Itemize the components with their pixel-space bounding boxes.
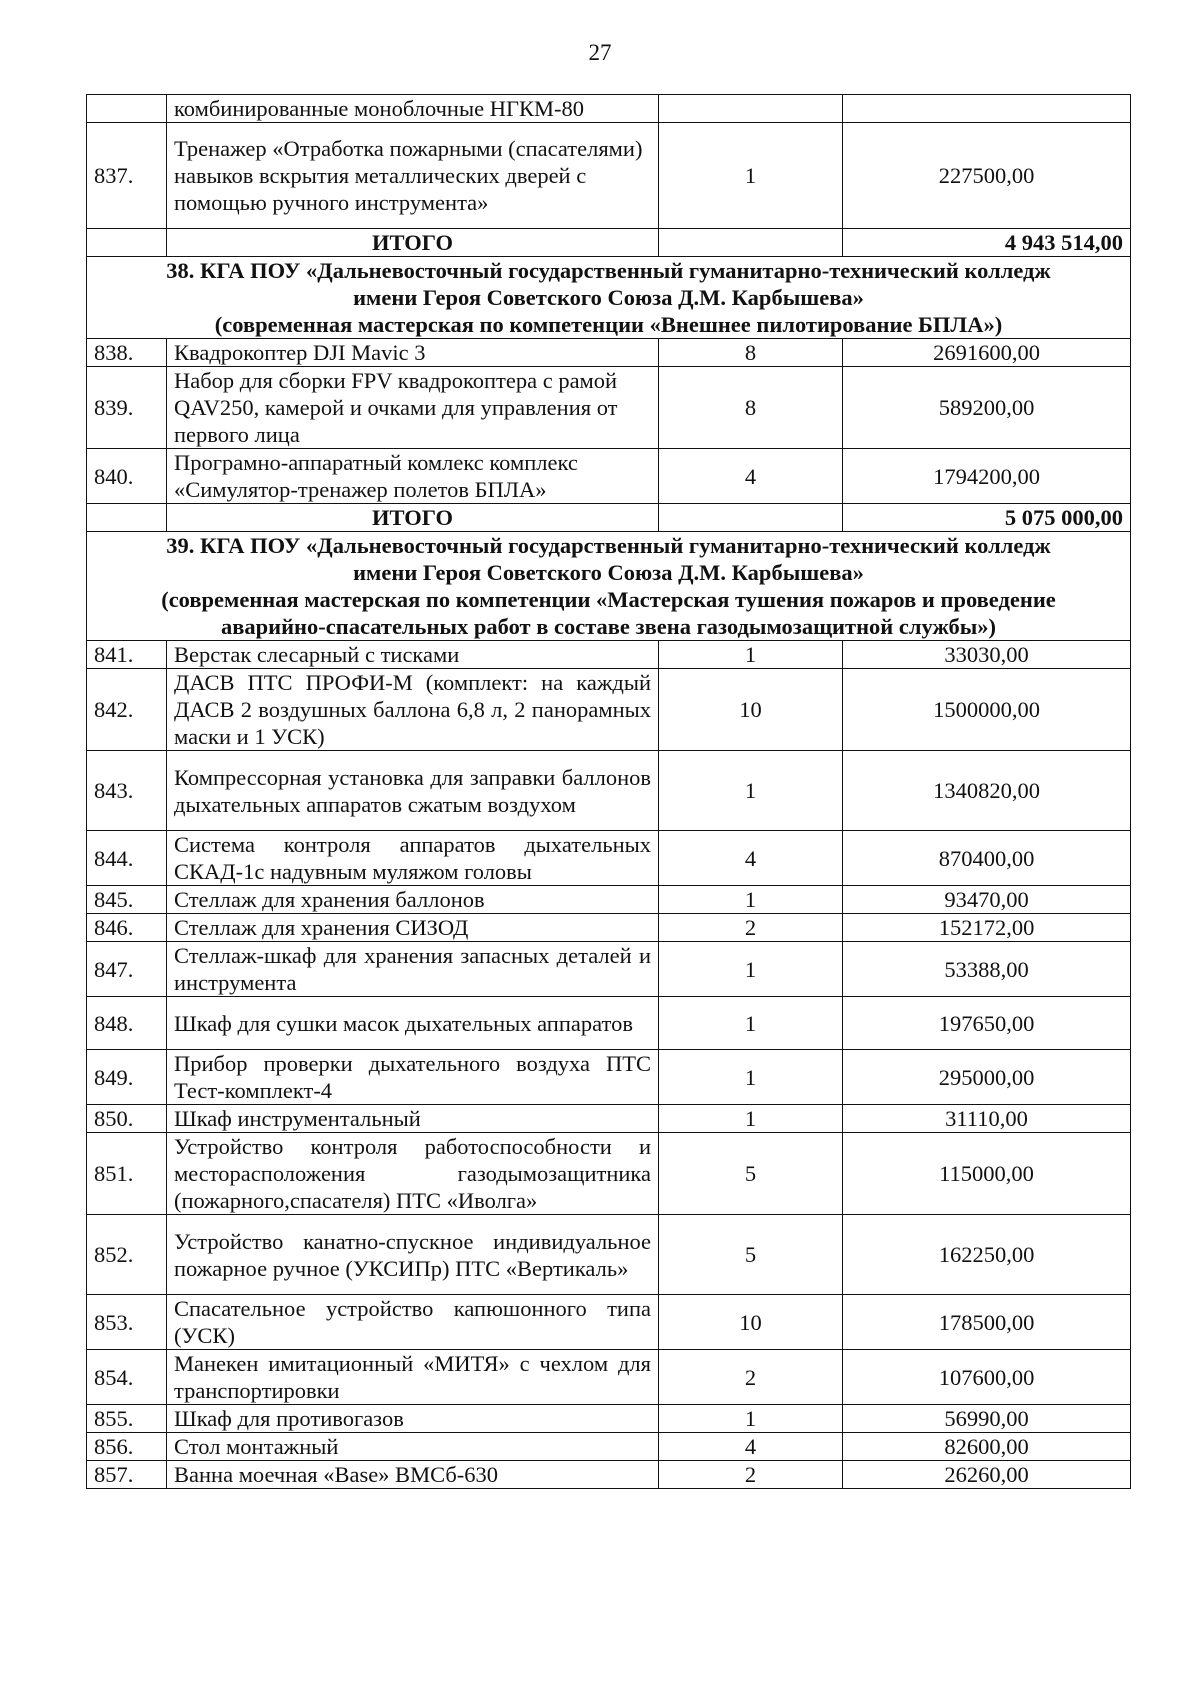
section-heading-row bbox=[87, 257, 1131, 339]
item-name: Стол монтажный bbox=[167, 1433, 659, 1461]
section-heading-line: 38. КГА ПОУ «Дальневосточный государственный гуманитарно-технический колледж bbox=[166, 258, 1051, 283]
item-quantity: 1 bbox=[659, 123, 843, 229]
item-name: комбинированные моноблочные НГКМ-80 bbox=[167, 95, 659, 123]
table-row bbox=[87, 751, 1131, 831]
page-number: 27 bbox=[588, 40, 612, 65]
table-row bbox=[87, 1215, 1131, 1295]
item-quantity: 4 bbox=[659, 1433, 843, 1461]
section-heading-line: аварийно-спасательных работ в составе звена газодымозащитной службы») bbox=[220, 614, 997, 639]
item-number bbox=[87, 95, 167, 123]
item-quantity: 8 bbox=[659, 367, 843, 449]
item-price: 1794200,00 bbox=[843, 449, 1131, 504]
item-number: 845. bbox=[87, 886, 167, 914]
item-price: 870400,00 bbox=[843, 831, 1131, 886]
table-row bbox=[87, 1461, 1131, 1489]
item-quantity: 1 bbox=[659, 886, 843, 914]
section-heading-line: (современная мастерская по компетенции «Мастерская тушения пожаров и проведение bbox=[161, 587, 1056, 612]
item-quantity: 10 bbox=[659, 669, 843, 751]
item-quantity: 1 bbox=[659, 942, 843, 997]
item-name: Тренажер «Отработка пожарными (спасателями) навыков вскрытия металлических дверей с помощью ручного инструмента» bbox=[167, 123, 659, 229]
item-price: 31110,00 bbox=[843, 1105, 1131, 1133]
item-name: Устройство контроля работоспособности и месторасположения газодымозащитника (пожарного,спасателя) ПТС «Иволга» bbox=[167, 1133, 659, 1215]
table-row bbox=[87, 1105, 1131, 1133]
item-number: 842. bbox=[87, 669, 167, 751]
item-number: 853. bbox=[87, 1295, 167, 1350]
item-number: 850. bbox=[87, 1105, 167, 1133]
item-name: Шкаф для противогазов bbox=[167, 1405, 659, 1433]
total-label: ИТОГО bbox=[167, 229, 659, 257]
total-blank-cell bbox=[659, 229, 843, 257]
item-name: Верстак слесарный с тисками bbox=[167, 641, 659, 669]
item-quantity: 10 bbox=[659, 1295, 843, 1350]
item-name: Шкаф инструментальный bbox=[167, 1105, 659, 1133]
section-heading-line: (современная мастерская по компетенции «Внешнее пилотирование БПЛА») bbox=[214, 312, 1003, 337]
total-blank-cell bbox=[87, 229, 167, 257]
table-row bbox=[87, 1133, 1131, 1215]
item-number: 840. bbox=[87, 449, 167, 504]
table-row bbox=[87, 1295, 1131, 1350]
item-price: 1500000,00 bbox=[843, 669, 1131, 751]
table-row bbox=[87, 997, 1131, 1050]
section-heading-line: имени Героя Советского Союза Д.М. Карбышева» bbox=[353, 560, 864, 585]
item-name: Програмно-аппаратный комлекс комплекс «Симулятор-тренажер полетов БПЛА» bbox=[167, 449, 659, 504]
total-row bbox=[87, 229, 1131, 257]
item-quantity: 1 bbox=[659, 1405, 843, 1433]
item-number: 854. bbox=[87, 1350, 167, 1405]
item-price: 107600,00 bbox=[843, 1350, 1131, 1405]
item-price: 2691600,00 bbox=[843, 339, 1131, 367]
item-quantity: 4 bbox=[659, 449, 843, 504]
item-price: 295000,00 bbox=[843, 1050, 1131, 1105]
item-quantity: 1 bbox=[659, 751, 843, 831]
section-heading-line: имени Героя Советского Союза Д.М. Карбышева» bbox=[353, 285, 864, 310]
table-row bbox=[87, 641, 1131, 669]
item-name: Ванна моечная «Base» ВМСб-630 bbox=[167, 1461, 659, 1489]
item-name: Устройство канатно-спускное индивидуальное пожарное ручное (УКСИПр) ПТС «Вертикаль» bbox=[167, 1215, 659, 1295]
equipment-table bbox=[86, 94, 1131, 1489]
table-row bbox=[87, 123, 1131, 229]
item-name: Стеллаж-шкаф для хранения запасных деталей и инструмента bbox=[167, 942, 659, 997]
item-price: 53388,00 bbox=[843, 942, 1131, 997]
table-row bbox=[87, 831, 1131, 886]
table-row bbox=[87, 669, 1131, 751]
table-row bbox=[87, 95, 1131, 123]
item-number: 837. bbox=[87, 123, 167, 229]
item-number: 855. bbox=[87, 1405, 167, 1433]
section-heading-row bbox=[87, 532, 1131, 641]
item-price: 227500,00 bbox=[843, 123, 1131, 229]
item-quantity: 1 bbox=[659, 997, 843, 1050]
item-number: 852. bbox=[87, 1215, 167, 1295]
table-row bbox=[87, 942, 1131, 997]
total-sum: 4 943 514,00 bbox=[843, 229, 1131, 257]
item-name: Прибор проверки дыхательного воздуха ПТС Тест-комплект-4 bbox=[167, 1050, 659, 1105]
item-number: 849. bbox=[87, 1050, 167, 1105]
item-quantity: 1 bbox=[659, 1105, 843, 1133]
item-number: 838. bbox=[87, 339, 167, 367]
item-quantity: 2 bbox=[659, 1461, 843, 1489]
item-name: Спасательное устройство капюшонного типа (УСК) bbox=[167, 1295, 659, 1350]
item-name: Манекен имитационный «МИТЯ» с чехлом для транспортировки bbox=[167, 1350, 659, 1405]
total-blank-cell bbox=[659, 504, 843, 532]
item-name: Компрессорная установка для заправки баллонов дыхательных аппаратов сжатым воздухом bbox=[167, 751, 659, 831]
item-name: Стеллаж для хранения СИЗОД bbox=[167, 914, 659, 942]
item-price: 152172,00 bbox=[843, 914, 1131, 942]
item-price: 589200,00 bbox=[843, 367, 1131, 449]
item-price: 93470,00 bbox=[843, 886, 1131, 914]
item-number: 851. bbox=[87, 1133, 167, 1215]
table-row bbox=[87, 1433, 1131, 1461]
item-price: 1340820,00 bbox=[843, 751, 1131, 831]
item-number: 846. bbox=[87, 914, 167, 942]
table-row bbox=[87, 367, 1131, 449]
item-name: Набор для сборки FPV квадрокоптера с рамой QAV250, камерой и очками для управления от первого лица bbox=[167, 367, 659, 449]
item-quantity: 5 bbox=[659, 1215, 843, 1295]
table-row bbox=[87, 1350, 1131, 1405]
item-number: 843. bbox=[87, 751, 167, 831]
section-heading-line: 39. КГА ПОУ «Дальневосточный государственный гуманитарно-технический колледж bbox=[166, 533, 1051, 558]
item-price: 33030,00 bbox=[843, 641, 1131, 669]
table-row bbox=[87, 1050, 1131, 1105]
item-price: 115000,00 bbox=[843, 1133, 1131, 1215]
table-row bbox=[87, 1405, 1131, 1433]
item-number: 847. bbox=[87, 942, 167, 997]
item-price: 82600,00 bbox=[843, 1433, 1131, 1461]
item-name: Шкаф для сушки масок дыхательных аппаратов bbox=[167, 997, 659, 1050]
item-name: Квадрокоптер DJI Mavic 3 bbox=[167, 339, 659, 367]
item-quantity: 1 bbox=[659, 641, 843, 669]
item-price: 162250,00 bbox=[843, 1215, 1131, 1295]
table-row bbox=[87, 886, 1131, 914]
total-label: ИТОГО bbox=[167, 504, 659, 532]
table-row bbox=[87, 339, 1131, 367]
item-quantity: 8 bbox=[659, 339, 843, 367]
total-sum: 5 075 000,00 bbox=[843, 504, 1131, 532]
item-price: 197650,00 bbox=[843, 997, 1131, 1050]
item-price: 26260,00 bbox=[843, 1461, 1131, 1489]
item-quantity: 2 bbox=[659, 914, 843, 942]
item-number: 856. bbox=[87, 1433, 167, 1461]
table-row bbox=[87, 914, 1131, 942]
item-number: 839. bbox=[87, 367, 167, 449]
item-number: 844. bbox=[87, 831, 167, 886]
section-heading bbox=[87, 257, 1131, 339]
item-name: Стеллаж для хранения баллонов bbox=[167, 886, 659, 914]
item-price: 178500,00 bbox=[843, 1295, 1131, 1350]
table-row bbox=[87, 449, 1131, 504]
item-number: 857. bbox=[87, 1461, 167, 1489]
item-number: 848. bbox=[87, 997, 167, 1050]
item-price bbox=[843, 95, 1131, 123]
item-quantity bbox=[659, 95, 843, 123]
item-quantity: 2 bbox=[659, 1350, 843, 1405]
section-heading bbox=[87, 532, 1131, 641]
item-name: ДАСВ ПТС ПРОФИ-М (комплект: на каждый ДАСВ 2 воздушных баллона 6,8 л, 2 панорамных маски и 1 УСК) bbox=[167, 669, 659, 751]
total-row bbox=[87, 504, 1131, 532]
item-quantity: 5 bbox=[659, 1133, 843, 1215]
item-quantity: 4 bbox=[659, 831, 843, 886]
item-price: 56990,00 bbox=[843, 1405, 1131, 1433]
item-name: Система контроля аппаратов дыхательных СКАД-1с надувным муляжом головы bbox=[167, 831, 659, 886]
total-blank-cell bbox=[87, 504, 167, 532]
item-quantity: 1 bbox=[659, 1050, 843, 1105]
item-number: 841. bbox=[87, 641, 167, 669]
